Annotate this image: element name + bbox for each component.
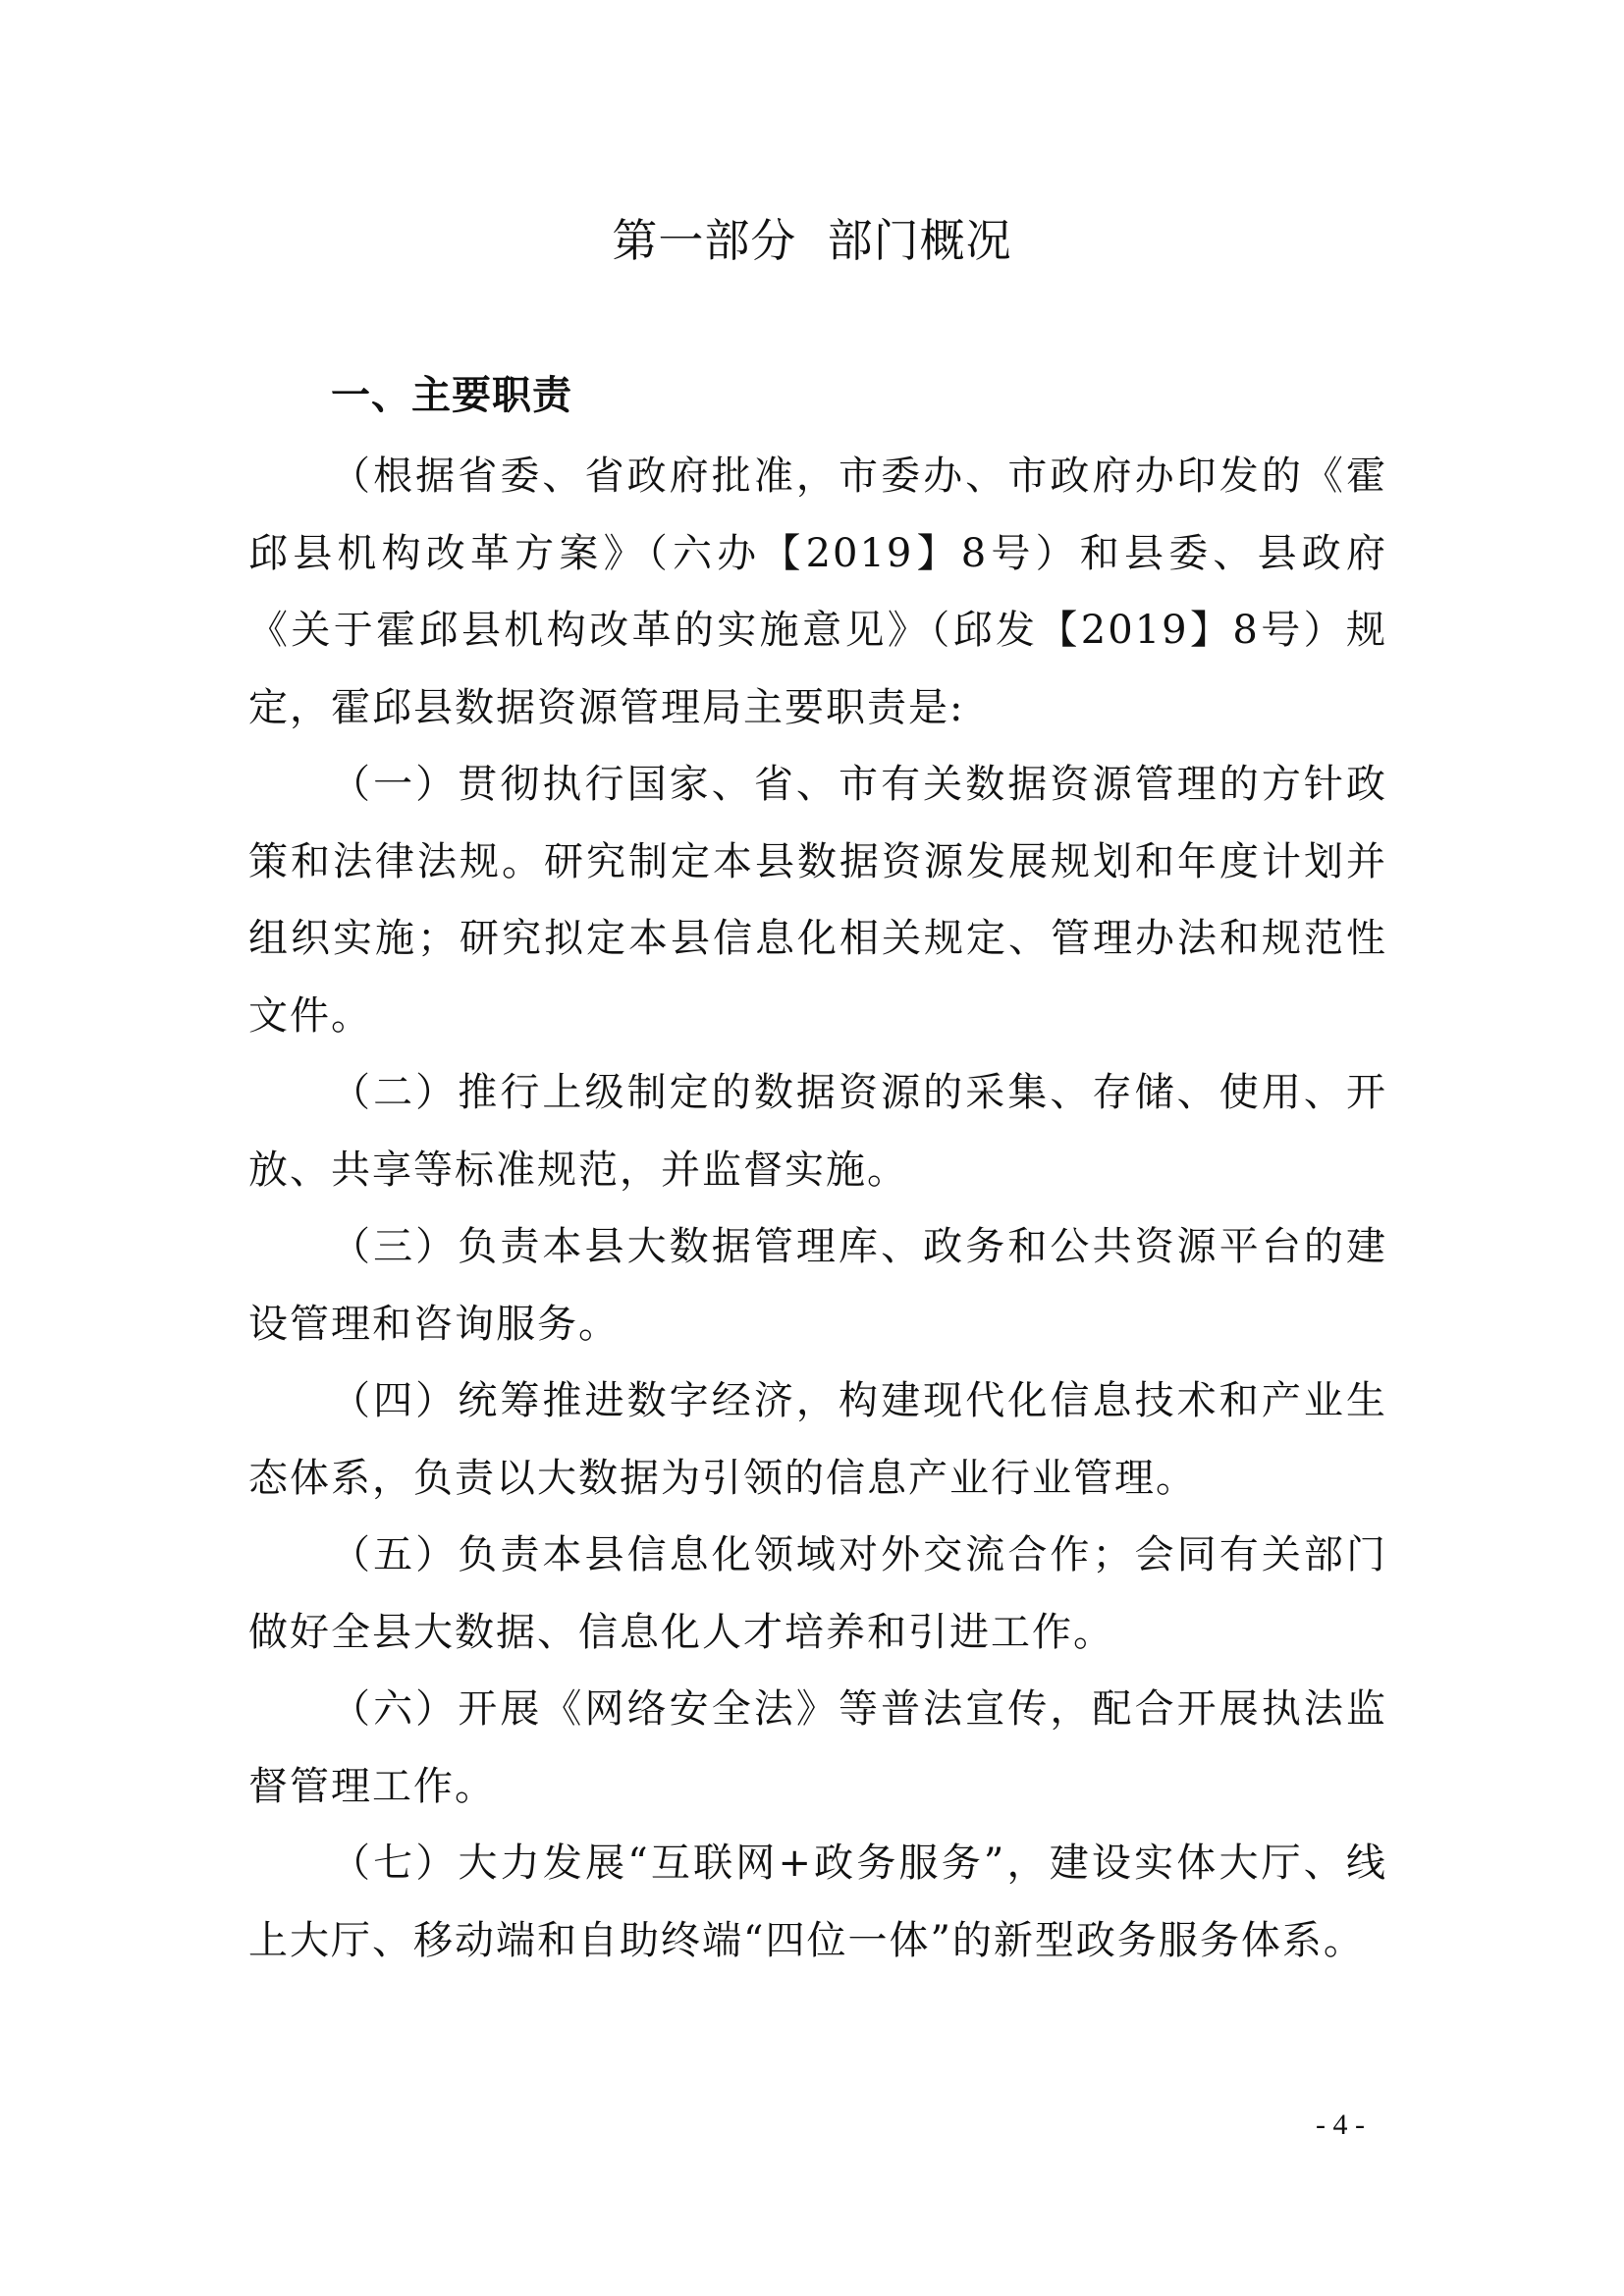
duty-paragraph-1: （一）贯彻执行国家、省、市有关数据资源管理的方针政策和法律法规。研究制定本县数据资源发展规划和年度计划并组织实施；研究拟定本县信息化相关规定、管理办法和规范性文件。 <box>248 762 1387 1039</box>
duty-paragraph-5: （五）负责本县信息化领域对外交流合作；会同有关部门做好全县大数据、信息化人才培养和引进工作。 <box>248 1532 1387 1655</box>
duty-paragraph-7: （七）大力发展“互联网+政务服务”，建设实体大厅、线上大厅、移动端和自助终端“四位一体”的新型政务服务体系。 <box>248 1841 1387 1963</box>
duty-paragraph-3: （三）负责本县大数据管理库、政务和公共资源平台的建设管理和咨询服务。 <box>248 1224 1387 1347</box>
document-body <box>248 438 1387 1979</box>
page-number: - 4 - <box>1316 2109 1365 2141</box>
page-title: 第一部分 部门概况 <box>612 214 1012 267</box>
duty-paragraph-6: （六）开展《网络安全法》等普法宣传，配合开展执法监督管理工作。 <box>248 1686 1387 1809</box>
duty-paragraph-4: （四）统筹推进数字经济，构建现代化信息技术和产业生态体系，负责以大数据为引领的信息产业行业管理。 <box>248 1378 1387 1501</box>
intro-paragraph: （根据省委、省政府批准，市委办、市政府办印发的《霍邱县机构改革方案》（六办【2019】8号）和县委、县政府《关于霍邱县机构改革的实施意见》（邱发【2019】8号）规定，霍邱县数据资源管理局主要职责是: <box>248 454 1387 730</box>
duty-paragraph-2: （二）推行上级制定的数据资源的采集、存储、使用、开放、共享等标准规范，并监督实施。 <box>248 1070 1387 1193</box>
section-heading: 一、主要职责 <box>331 373 572 418</box>
